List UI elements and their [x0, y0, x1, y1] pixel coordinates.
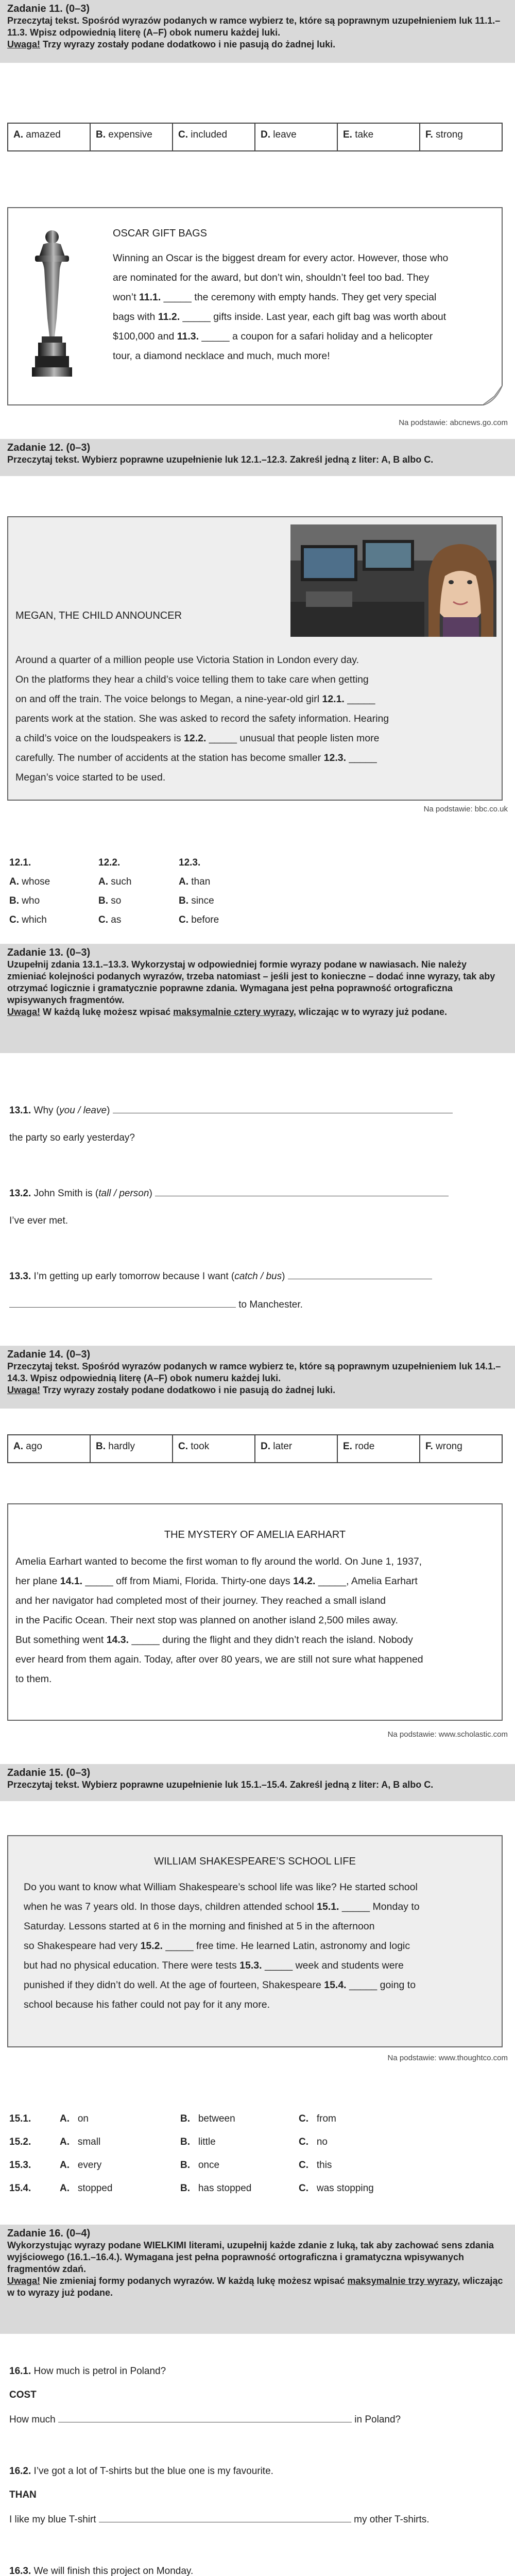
keyword-16-2: THAN [9, 2489, 37, 2500]
option-12-3-b[interactable]: B. since [179, 895, 214, 906]
answers-12-1: 12.1. A. whose B. who C. which [9, 857, 50, 925]
word-option-a: A. ago [8, 1435, 91, 1462]
task-15-header [0, 1764, 515, 1801]
task-14-instructions: Przeczytaj tekst. Spośród wyrazów podanych w ramce wybierz te, które są poprawnym uzupełnieniem luk 14.1.–14.3. Wpisz odpowiednią literę (A–F) obok numeru każdej luki. [7, 1361, 501, 1383]
option-15-1-b[interactable]: B. between [180, 2113, 235, 2124]
task-14-header: Zadanie 14. (0–3) Przeczytaj tekst. Spośród wyrazów podanych w ramce wybierz te, które są poprawnym uzupełnieniem luk 14.1.–14.3. Wpisz odpowiednią literę (A–F) obok numeru każdej luki. Uwaga! Trzy wyrazy zostały podane dodatkowo i nie pasują do żadnej luki. [0, 1346, 515, 1409]
task-13-header: Zadanie 13. (0–3) Uzupełnij zdania 13.1.–13.3. Wykorzystaj w odpowiedniej formie wyrazy podane w nawiasach. Nie należy zmieniać kolejności podanych wyrazów, trzeba natomiast – jeśli jest to konieczne – dodać inne wyrazy, tak aby otrzymać logicznie i gramatycznie poprawne zdania. Wymagana jest pełna poprawność ortograficzna wpisywanych fragmentów. Uwaga! W każdą lukę możesz wpisać maksymalnie cztery wyrazy, wliczając w to wyrazy już podane. [0, 944, 515, 1053]
answers-12-3: 12.3. A. than B. since C. before [179, 857, 219, 925]
answer-row-15-2: 15.2. A. small B. little C. no [9, 2130, 504, 2154]
gap-11-2: 11.2. [158, 311, 180, 323]
gap-12-3: 12.3. [323, 752, 347, 764]
answer-row-15-3: 15.3. A. every B. once C. this [9, 2154, 504, 2177]
option-15-1-a[interactable]: A. on [60, 2113, 89, 2124]
option-15-3-a[interactable]: A. every [60, 2160, 102, 2171]
task-16-header: Zadanie 16. (0–4) Wykorzystując wyrazy podane WIELKIMI literami, uzupełnij każde zdanie z luką, tak aby zachować sens zdania wyjściowego (16.1.–16.4.). Wymagana jest pełna poprawność ortograficzna i gramatyczna wpisywanych fragmentów zdań. Uwaga! Nie zmieniaj formy podanych wyrazów. W każdą lukę możesz wpisać maksymalnie trzy wyrazy, wliczając w to wyrazy już podane. [0, 2225, 515, 2334]
question-13-1-end: the party so early yesterday? [9, 1132, 135, 1143]
task-12-instructions: Przeczytaj tekst. Wybierz poprawne uzupełnienie luk 12.1.–12.3. Zakreśl jedną z liter: A, B albo C. [7, 454, 434, 465]
gap-12-2: 12.2. [184, 733, 207, 744]
option-15-4-a[interactable]: A. stopped [60, 2183, 113, 2194]
option-15-3-c[interactable]: C. this [299, 2160, 332, 2171]
question-13-2: 13.2. John Smith is (tall / person) [9, 1187, 449, 1199]
word-option-c: C. took [173, 1435, 255, 1462]
word-option-e: E. take [338, 124, 420, 150]
question-13-3: 13.3. I’m getting up early tomorrow because I want (catch / bus) [9, 1270, 432, 1282]
question-13-2-end: I’ve ever met. [9, 1215, 68, 1226]
oscar-box-title: OSCAR GIFT BAGS [113, 228, 207, 239]
option-12-1-c[interactable]: C. which [9, 914, 47, 925]
word-option-c: C. included [173, 124, 255, 150]
earhart-passage: Amelia Earhart wanted to become the first woman to fly around the world. On June 1, 1937, her plane 14.1. _____ off from Miami, Florida. Thirty-one days 14.2. _____, Amelia Earhart and her navigator had completed most of their journey. They reached a small island in the Pacific Ocean. Their next stop was planned on another island 2,500 miles away. But something went 14.3. _____ during the flight and they didn’t reach the island. Nobody ever heard from them again. Today, after over 80 years, we are still not sure what happened to them. [15, 1556, 423, 1685]
task-12-header [0, 439, 515, 476]
answers-15 [9, 2107, 504, 2200]
answer-field-13-3[interactable] [288, 1270, 432, 1279]
question-16-3: 16.3. We will finish this project on Monday. [9, 2566, 194, 2576]
task-13-title: Zadanie 13. (0–3) [7, 947, 91, 958]
task-15-source: Na podstawie: www.thoughtco.com [387, 2054, 508, 2062]
gap-12-1: 12.1. [322, 693, 345, 705]
answer-row-15-1: 15.1. A. on B. between C. from [9, 2107, 504, 2130]
option-15-2-a[interactable]: A. small [60, 2137, 101, 2147]
answer-field-13-2[interactable] [155, 1187, 449, 1196]
task-11-note-label: Uwaga! [7, 39, 41, 49]
oscar-passage: Winning an Oscar is the biggest dream for every actor. However, those who are nominated for the award, but don’t win, shouldn’t feel too bad. They won’t 11.1. _____ the ceremony with empty hands. They get very special bags with 11.2. _____ gifts inside. Last year, each gift bag was worth about $100,000 and 11.3. _____ a coupon for a safari holiday and a helicopter tour, a diamond necklace and much, much more! [113, 252, 449, 362]
earhart-box-title: THE MYSTERY OF AMELIA EARHART [164, 1529, 346, 1540]
word-option-b: B. hardly [91, 1435, 173, 1462]
oscar-text-box [7, 207, 503, 405]
task-14-word-bank [7, 1434, 503, 1463]
task-14-source: Na podstawie: www.scholastic.com [387, 1730, 508, 1739]
answer-field-13-1[interactable] [113, 1104, 453, 1113]
gap-11-1: 11.1. [139, 292, 161, 303]
gap-14-3: 14.3. [106, 1634, 129, 1646]
task-14-title: Zadanie 14. (0–3) [7, 1349, 91, 1360]
answer-row-15-4: 15.4. A. stopped B. has stopped C. was stopping [9, 2177, 504, 2200]
option-12-2-c[interactable]: C. as [98, 914, 122, 925]
megan-passage: Around a quarter of a million people use Victoria Station in London every day. On the platforms they hear a child’s voice telling them to take care when getting on and off the train. The voice belongs to Megan, a nine-year-old girl 12.1. _____ parents work at the station. She was asked to record the safety information. Hearing a child’s voice on the loudspeakers is 12.2. _____ unusual that people listen more carefully. The number of accidents at the station has become smaller 12.3. _____ Megan’s voice started to be used. [15, 654, 389, 783]
task-12-source: Na podstawie: bbc.co.uk [423, 805, 508, 814]
answer-line-16-1: How much in Poland? [9, 2414, 401, 2425]
question-13-1: 13.1. Why (you / leave) [9, 1104, 453, 1116]
option-15-4-c[interactable]: C. was stopping [299, 2183, 374, 2194]
task-11-header [0, 0, 515, 63]
megan-photo-image [290, 524, 496, 637]
gap-15-4: 15.4. [324, 1979, 347, 1991]
keyword-16-1: COST [9, 2389, 37, 2400]
gap-11-3: 11.3. [177, 331, 199, 342]
word-option-d: D. leave [255, 124, 338, 150]
earhart-text-box [7, 1503, 503, 1721]
task-13-instructions: Uzupełnij zdania 13.1.–13.3. Wykorzystaj w odpowiedniej formie wyrazy podane w nawiasach. Nie należy zmieniać kolejności podanych wyrazów, trzeba natomiast – jeśli jest to konieczne – dodać inne wyrazy, tak aby otrzymać logicznie i gramatycznie poprawne zdania. Wymagana jest pełna poprawność ortograficzna wpisywanych fragmentów. [7, 959, 495, 1005]
word-option-f: F. wrong [425, 1441, 462, 1452]
task-11-instructions: Przeczytaj tekst. Spośród wyrazów podanych w ramce wybierz te, które są poprawnym uzupełnieniem luk 11.1.–11.3. Wpisz odpowiednią literę (A–F) obok numeru każdej luki. [7, 15, 501, 38]
option-12-2-b[interactable]: B. so [98, 895, 122, 906]
shakespeare-box-title: WILLIAM SHAKESPEARE’S SCHOOL LIFE [154, 1856, 356, 1867]
option-15-2-b[interactable]: B. little [180, 2137, 216, 2147]
shakespeare-text-box [7, 1835, 503, 2047]
option-12-2-a[interactable]: A. such [98, 876, 132, 887]
task-11-word-bank [7, 123, 503, 151]
option-12-3-c[interactable]: C. before [179, 914, 219, 925]
shakespeare-passage: Do you want to know what William Shakespeare’s school life was like? He started school when he was 7 years old. In those days, children attended school 15.1. _____ Monday to Saturday. Lessons started at 6 in the morning and finished at 5 in the afternoon so Shakespeare had very 15.2. _____ free time. He learned Latin, astronomy and logic but had no physical education. There were tests 15.3. _____ week and students were punished if they didn’t do well. At the age of fourteen, Shakespeare 15.4. _____ going to school because his father could not pay for it any more. [24, 1882, 420, 2010]
question-13-3-end: to Manchester. [9, 1298, 303, 1311]
task-11-source: Na podstawie: abcnews.go.com [399, 418, 508, 427]
option-15-3-b[interactable]: B. once [180, 2160, 220, 2171]
task-11-title: Zadanie 11. (0–3) [7, 3, 90, 14]
task-16-instructions: Wykorzystując wyrazy podane WIELKIMI literami, uzupełnij każde zdanie z luką, tak aby zachować sens zdania wyjściowego (16.1.–16.4.). Wymagana jest pełna poprawność ortograficzna i gramatyczna wpisywanych fragmentów zdań. [7, 2240, 494, 2274]
option-15-2-c[interactable]: C. no [299, 2137, 328, 2147]
option-15-1-c[interactable]: C. from [299, 2113, 336, 2124]
word-option-b: B. expensive [91, 124, 173, 150]
answer-field-16-2[interactable] [99, 2513, 351, 2522]
question-16-1: 16.1. How much is petrol in Poland? [9, 2366, 166, 2377]
answer-field-13-3b[interactable] [9, 1298, 236, 1308]
option-12-1-a[interactable]: A. whose [9, 876, 50, 887]
task-12-title: Zadanie 12. (0–3) [7, 442, 91, 453]
word-option-a: A. amazed [8, 124, 91, 150]
page-curl-icon [482, 385, 503, 405]
answer-line-16-2: I like my blue T-shirt my other T-shirts. [9, 2514, 430, 2525]
gap-14-1: 14.1. [60, 1575, 83, 1587]
task-11-note-text: Trzy wyrazy zostały podane dodatkowo i nie pasują do żadnej luki. [40, 39, 336, 49]
option-12-3-a[interactable]: A. than [179, 876, 211, 887]
task-16-title: Zadanie 16. (0–4) [7, 2228, 91, 2239]
oscar-statue-image [24, 226, 80, 380]
answers-12-2: 12.2. A. such B. so C. as [98, 857, 132, 925]
megan-box-title: MEGAN, THE CHILD ANNOUNCER [15, 610, 182, 621]
gap-14-2: 14.2. [293, 1575, 316, 1587]
task-15-instructions: Przeczytaj tekst. Wybierz poprawne uzupełnienie luk 15.1.–15.4. Zakreśl jedną z liter: A, B albo C. [7, 1780, 434, 1790]
megan-text-box [7, 516, 503, 801]
word-option-e: E. rode [338, 1435, 420, 1462]
gap-15-3: 15.3. [239, 1960, 262, 1971]
answer-field-16-1[interactable] [58, 2413, 352, 2422]
word-option-f: F. strong [425, 129, 463, 140]
option-15-4-b[interactable]: B. has stopped [180, 2183, 252, 2194]
gap-15-2: 15.2. [140, 1940, 163, 1952]
option-12-1-b[interactable]: B. who [9, 895, 40, 906]
question-16-2: 16.2. I’ve got a lot of T-shirts but the blue one is my favourite. [9, 2466, 273, 2477]
word-option-d: D. later [255, 1435, 338, 1462]
task-15-title: Zadanie 15. (0–3) [7, 1767, 91, 1778]
gap-15-1: 15.1. [317, 1901, 339, 1912]
